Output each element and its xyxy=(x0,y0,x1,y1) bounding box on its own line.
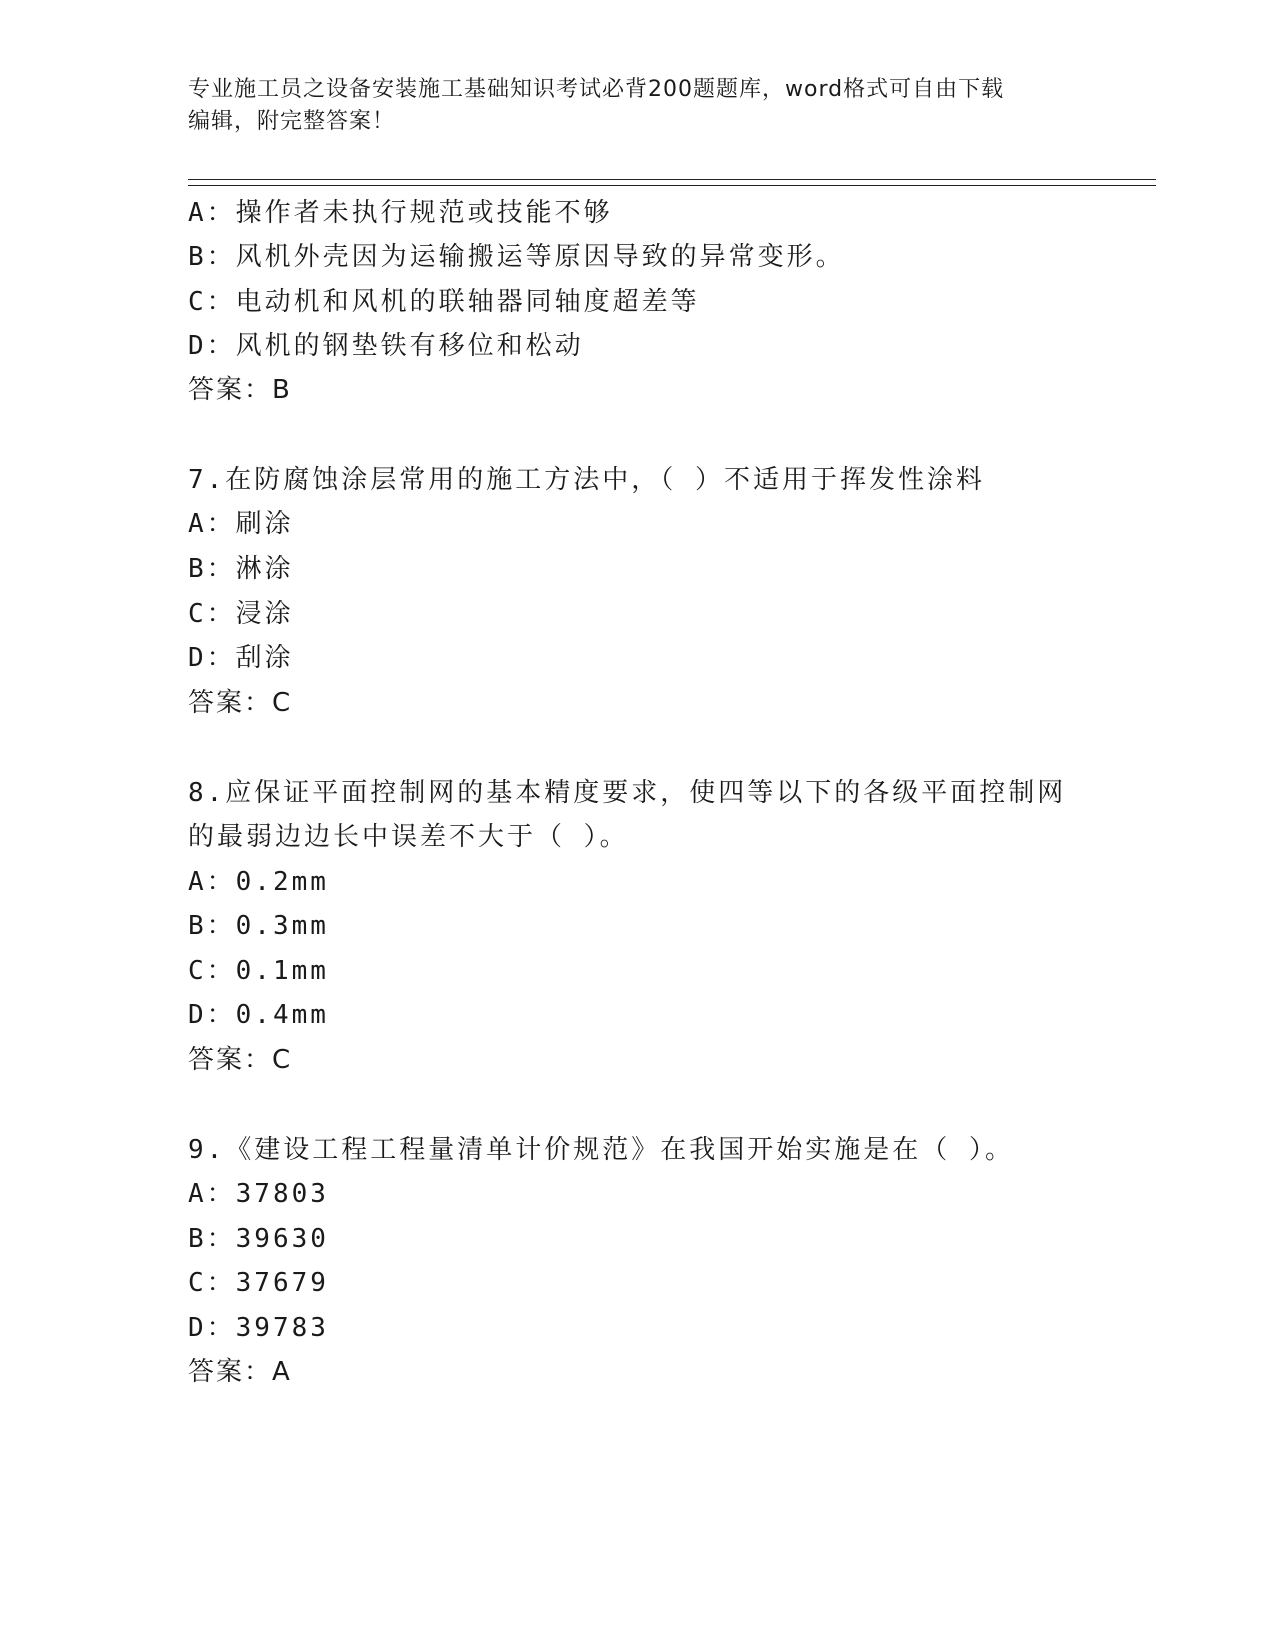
option-b: B：淋涂 xyxy=(188,554,294,584)
header-line-2: 编辑，附完整答案！ xyxy=(188,109,396,134)
option-d: D：39783 xyxy=(188,1313,329,1343)
answer: 答案：C xyxy=(188,688,293,718)
option-a: A：操作者未执行规范或技能不够 xyxy=(188,198,613,228)
answer: 答案：A xyxy=(188,1357,292,1387)
option-a: A：0.2mm xyxy=(188,867,329,897)
option-d: D：0.4mm xyxy=(188,1000,329,1030)
document-header xyxy=(188,74,1088,138)
option-c: C：电动机和风机的联轴器同轴度超差等 xyxy=(188,287,700,317)
option-a: A：刷涂 xyxy=(188,509,294,539)
question-text-line-1: 8.应保证平面控制网的基本精度要求，使四等以下的各级平面控制网 xyxy=(188,778,1067,808)
answer: 答案：C xyxy=(188,1045,293,1075)
header-rule-top xyxy=(188,179,1156,180)
option-d: D：风机的钢垫铁有移位和松动 xyxy=(188,331,584,361)
question-text-line-2: 的最弱边边长中误差不大于（ ）。 xyxy=(188,822,629,852)
question-text: 9.《建设工程工程量清单计价规范》在我国开始实施是在（ ）。 xyxy=(188,1135,1014,1165)
option-c: C：0.1mm xyxy=(188,956,329,986)
option-c: C：37679 xyxy=(188,1268,329,1298)
question-text: 7.在防腐蚀涂层常用的施工方法中，（ ）不适用于挥发性涂料 xyxy=(188,465,985,495)
option-a: A：37803 xyxy=(188,1179,329,1209)
option-c: C：浸涂 xyxy=(188,599,294,629)
option-b: B：39630 xyxy=(188,1224,329,1254)
header-rule-bottom xyxy=(188,185,1156,186)
answer: 答案：B xyxy=(188,375,292,405)
header-line-1: 专业施工员之设备安装施工基础知识考试必背200题题库，word格式可自由下载 xyxy=(188,77,1005,102)
option-d: D：刮涂 xyxy=(188,643,294,673)
option-b: B：风机外壳因为运输搬运等原因导致的异常变形。 xyxy=(188,242,845,272)
option-b: B：0.3mm xyxy=(188,911,329,941)
